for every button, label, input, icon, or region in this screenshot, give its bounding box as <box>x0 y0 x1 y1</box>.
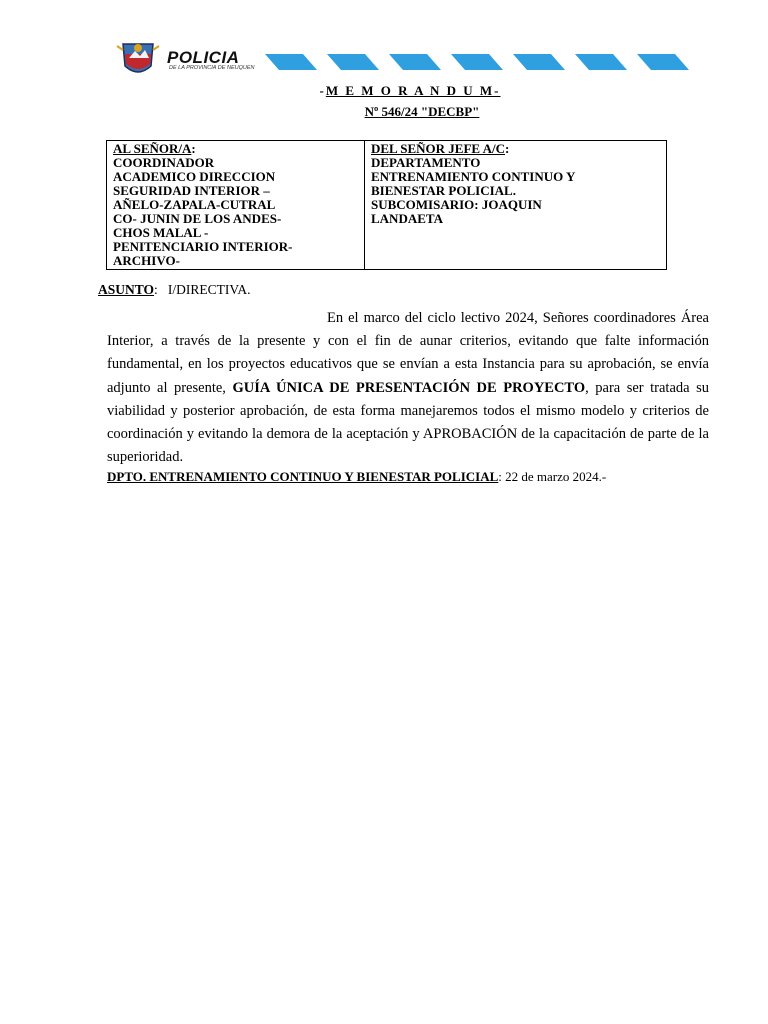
letterhead <box>115 40 695 80</box>
sender-label: DEL SEÑOR JEFE A/C <box>371 141 506 156</box>
recipient-label: AL SEÑOR/A <box>113 141 192 156</box>
stripe <box>637 54 689 70</box>
recipient-line: CO- JUNIN DE LOS ANDES- <box>113 211 282 226</box>
recipient-label-line: AL SEÑOR/A: <box>113 141 196 156</box>
sender-line: BIENESTAR POLICIAL. <box>371 183 516 198</box>
subject-value: I/DIRECTIVA. <box>167 282 251 297</box>
recipient-line: SEGURIDAD INTERIOR – <box>113 183 270 198</box>
police-emblem-icon <box>115 40 161 78</box>
sender-line: SUBCOMISARIO: JOAQUIN <box>371 197 542 212</box>
signature-label: DPTO. ENTRENAMIENTO CONTINUO Y BIENESTAR POLICIAL <box>107 469 499 484</box>
subject-line: ASUNTO: I/DIRECTIVA. <box>98 282 251 297</box>
sender-cell <box>365 141 667 270</box>
stripe <box>389 54 441 70</box>
sender-label-line: DEL SEÑOR JEFE A/C: <box>371 141 510 156</box>
recipient-line: AÑELO-ZAPALA-CUTRAL <box>113 197 276 212</box>
stripe <box>265 54 317 70</box>
recipient-line: COORDINADOR <box>113 155 215 170</box>
logo-subtext: DE LA PROVINCIA DE NEUQUEN <box>169 65 255 71</box>
signature-line <box>107 469 606 485</box>
recipient-line: ARCHIVO- <box>113 253 180 268</box>
body-text-part1: En el marco del ciclo lectivo 2024, Señores coordinadores Área Interior, a través de la presente y con el fin de aunar criterios, evitando que falte información fundamental, en los proyectos educativos que se envían a esta Instancia para su aprobación, se envía adjunto al presente, <box>107 310 709 396</box>
sender-line: LANDAETA <box>371 211 443 226</box>
recipient-line: ACADEMICO DIRECCION <box>113 169 276 184</box>
body-text-bold: GUÍA ÚNICA DE PRESENTACIÓN DE PROYECTO <box>232 379 586 396</box>
signature-date: : 22 de marzo 2024.- <box>498 469 607 484</box>
sender-line: DEPARTAMENTO <box>371 155 481 170</box>
recipient-line: PENITENCIARIO INTERIOR- <box>113 239 293 254</box>
memo-number-text: Nº 546/24 "DECBP" <box>364 104 480 119</box>
subject-label: ASUNTO <box>98 282 155 297</box>
body-paragraph <box>107 307 709 469</box>
recipient-line: CHOS MALAL - <box>113 225 209 240</box>
memo-number <box>38 104 768 120</box>
memo-title <box>26 83 768 99</box>
sender-line: ENTRENAMIENTO CONTINUO Y <box>371 169 576 184</box>
logo-text: POLICIA <box>167 48 240 67</box>
stripe <box>513 54 565 70</box>
stripe <box>451 54 503 70</box>
recipient-cell <box>107 141 365 270</box>
stripe <box>327 54 379 70</box>
stripe <box>575 54 627 70</box>
address-table <box>106 140 667 270</box>
memo-title-text: M E M O R A N D U M- <box>325 83 501 98</box>
memo-title-dash: - <box>319 83 326 98</box>
body-text-part2: , para ser tratada su viabilidad y posterior aprobación, de esta forma manejaremos todos el mismo modelo y criterios de coordinación y evitando la demora de la aceptación y APROBACIÓN de la capacitación de parte de la superioridad. <box>107 379 709 466</box>
header-stripes <box>265 54 695 70</box>
